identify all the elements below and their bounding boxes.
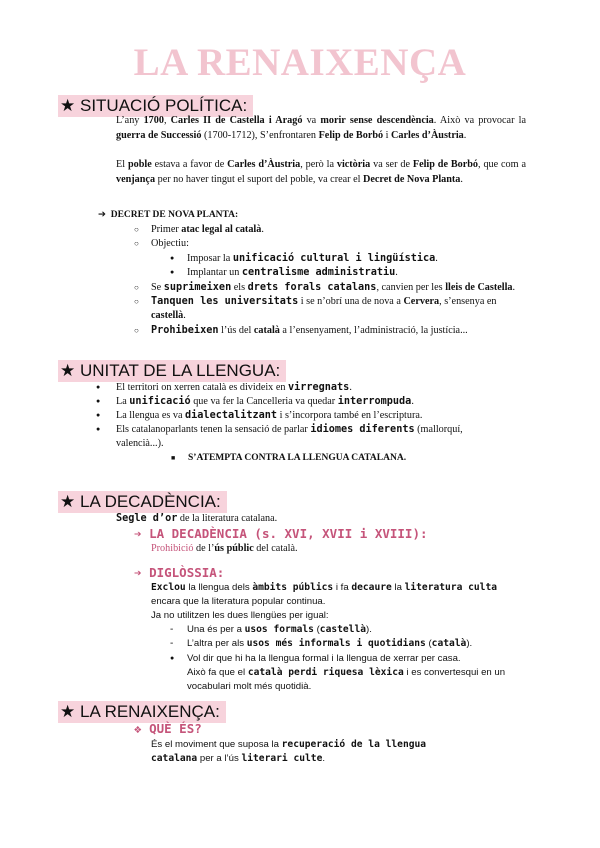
paragraph-politica-1: L’any 1700, Carles II de Castella i Aragó va morir sense descendència. Això va provocar la guerra de Successió (1700-1712), S’enfrontaren Felip de Borbó i Carles d’Àustria. — [116, 115, 526, 141]
list-item: Tanquen les universitats i se n’obrí una de nova a Cervera, s’ensenya en — [151, 296, 497, 307]
page-title: LA RENAIXENÇA — [133, 41, 467, 84]
diglossia-line-1: Exclou la llengua dels àmbits públics i fa decaure la literatura culta — [151, 582, 498, 593]
heading-text: LA DECADÈNCIA: — [79, 492, 221, 511]
list-item: El territori on xerren català es divideix en virregnats. — [116, 382, 352, 393]
list-item: Objectiu: — [151, 238, 189, 249]
dash-bullet-icon: - — [170, 638, 174, 649]
list-item-continuation: valencià...). — [116, 438, 164, 449]
list-item: Se suprimeixen els drets forals catalans, canvien per les lleis de Castella. — [151, 282, 516, 293]
diglossia-line-2: encara que la literatura popular continua. — [151, 596, 326, 607]
dot-bullet-icon: ● — [170, 268, 175, 276]
diamond-bullet-icon: ❖ — [134, 721, 142, 736]
star-icon: ★ — [60, 96, 76, 115]
dot-bullet-icon: ● — [170, 654, 175, 662]
circle-bullet-icon: ○ — [134, 297, 139, 306]
star-icon: ★ — [60, 702, 76, 721]
dot-bullet-icon: ● — [170, 254, 175, 262]
atempta-line: S’ATEMPTA CONTRA LA LLENGUA CATALANA. — [188, 453, 407, 463]
dot-bullet-icon: ● — [96, 383, 101, 391]
list-item: Els catalanoparlants tenen la sensació de parlar idiomes diferents (mallorquí, — [116, 424, 463, 435]
list-item: Prohibeixen l’ús del català a l’ensenyament, l’administració, la justícia... — [151, 325, 468, 336]
list-item: La llengua es va dialectalitzant i s’incorpora també en l’escriptura. — [116, 410, 423, 421]
segle-line: Segle d’or de la literatura catalana. — [116, 513, 278, 524]
arrow-right-icon: ➔ — [134, 565, 142, 580]
circle-bullet-icon: ○ — [134, 225, 139, 234]
section-heading-decadencia — [58, 491, 227, 513]
dot-bullet-icon: ● — [96, 425, 101, 433]
circle-bullet-icon: ○ — [134, 326, 139, 335]
list-item: Implantar un centralisme administratiu. — [187, 267, 398, 278]
heading-text: UNITAT DE LA LLENGUA: — [79, 361, 281, 380]
circle-bullet-icon: ○ — [134, 239, 139, 248]
list-item-continuation: castellà. — [151, 310, 186, 321]
subheading-decadencia: ➔ LA DECADÈNCIA (s. XVI, XVII i XVIII): — [134, 526, 428, 541]
dash-bullet-icon: - — [170, 624, 174, 635]
list-item: Una és per a usos formals (castellà). — [187, 624, 372, 635]
arrow-right-icon: ➔ — [98, 210, 106, 220]
renaixenca-line-2: catalana per a l’ús literari culte. — [151, 753, 326, 764]
heading-text: LA RENAIXENÇA: — [79, 702, 220, 721]
section-heading-renaixenca — [58, 701, 226, 723]
heading-text: SITUACIÓ POLÍTICA: — [79, 96, 248, 115]
list-item: L’altra per als usos més informals i quotidians (català). — [187, 638, 473, 649]
decret-label: ➔ DECRET DE NOVA PLANTA: — [98, 210, 239, 220]
arrow-right-icon: ➔ — [134, 526, 142, 541]
list-item: Vol dir que hi ha la llengua formal i la llengua de xerrar per casa. — [187, 653, 461, 664]
list-item-continuation: vocabulari molt més quotidià. — [187, 681, 312, 692]
dot-bullet-icon: ● — [96, 411, 101, 419]
list-item-continuation: Això fa que el català perdi riquesa lèxica i es convertesqui en un — [187, 667, 506, 678]
section-heading-unitat — [58, 360, 286, 382]
paragraph-politica-2: El poble estava a favor de Carles d’Àustria, però la victòria va ser de Felip de Borbó, que com a venjança per no haver tingut el suport del poble, va crear el Decret de Nova Planta. — [116, 159, 526, 185]
circle-bullet-icon: ○ — [134, 283, 139, 292]
renaixenca-line-1: És el moviment que suposa la recuperació de la llengua — [151, 739, 427, 750]
subheading-diglossia: ➔ DIGLÒSSIA: — [134, 565, 225, 580]
square-bullet-icon: ■ — [171, 454, 176, 462]
star-icon: ★ — [60, 492, 76, 511]
subheading-que-es: ❖ QUÈ ÉS? — [134, 721, 202, 736]
star-icon: ★ — [60, 361, 76, 380]
prohibicio-line: Prohibició de l’ús públic del català. — [151, 543, 298, 554]
list-item: La unificació que va fer la Cancelleria va quedar interrompuda. — [116, 396, 414, 407]
list-item: Imposar la unificació cultural i lingüística. — [187, 253, 438, 264]
list-item: Primer atac legal al català. — [151, 224, 264, 235]
diglossia-line-3: Ja no utilitzen les dues llengües per igual: — [151, 610, 329, 621]
dot-bullet-icon: ● — [96, 397, 101, 405]
